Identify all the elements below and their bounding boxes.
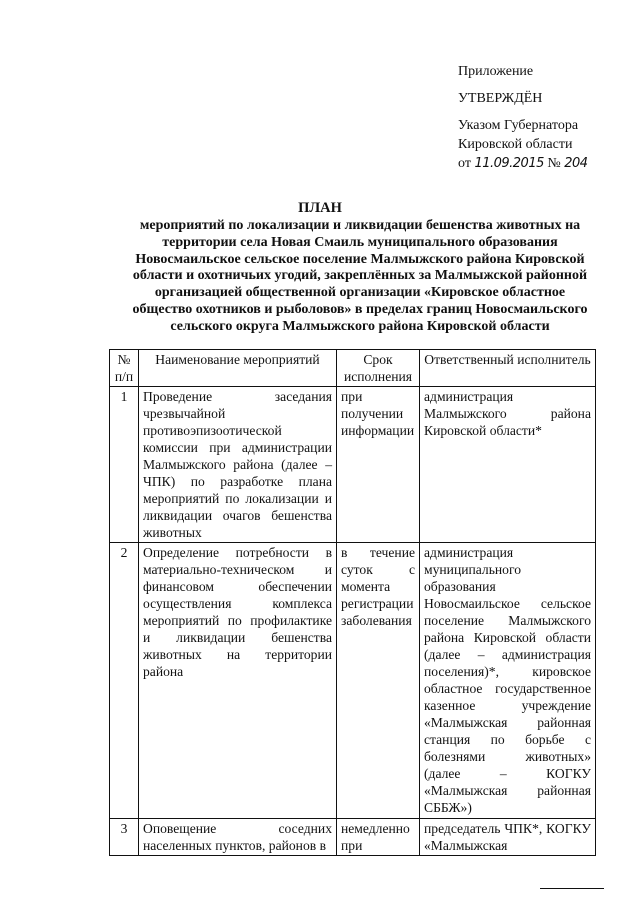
row-responsible: администрация Малмыжского района Кировской области* [420,387,596,543]
plan-table [109,349,596,856]
decree-line-2: Кировской области [458,137,573,152]
row-responsible: председатель ЧПК*, КОГКУ «Малмыжская [420,819,596,856]
handwritten-date: 11.09.2015 [474,156,544,171]
row-number: 1 [110,387,139,543]
row-responsible: администрация муниципального образования Новосмаильское сельское поселение Малмыжского района Кировской области (далее – администрация поселения)*, кировское областное государственное казенное учреждение «Малмыжская районная станция по борьбе с болезнями животных» (далее – КОГКУ «Малмыжская районная СББЖ») [420,543,596,819]
document-title: ПЛАН [298,200,342,216]
row-number: 3 [110,819,139,856]
appendix-label: Приложение [458,64,534,79]
handwritten-number: 204 [564,156,588,171]
table-row [110,543,596,819]
footer-rule [540,888,604,889]
row-activity: Определение потребности в материально-техническом и финансовом обеспечении осуществления комплекса мероприятий по профилактике и ликвидации бешенства животных на территории района [139,543,337,819]
decree-date-line [458,154,588,173]
approval-block [458,62,588,173]
row-term: немедленно при [337,819,420,856]
column-header-term: Срок исполнения [337,350,420,387]
table-header-row [110,350,596,387]
row-term: при получении информации [337,387,420,543]
row-term: в течение суток с момента регистрации заболевания [337,543,420,819]
column-header-activity: Наименование мероприятий [139,350,337,387]
document-subtitle: мероприятий по локализации и ликвидации бешенства животных на территории села Новая Смаиль муниципального образования Новосмаильское сельское поселение Малмыжского района Кировской области и охотничьих угодий, закреплённых за Малмыжской районной организацией общественной организации «Кировское областное общество охотников и рыболовов» в пределах границ Новосмаильского сельского округа Малмыжского района Кировской области [132,218,588,334]
column-header-responsible: Ответственный исполнитель [420,350,596,387]
row-activity: Оповещение соседних населенных пунктов, районов в [139,819,337,856]
approved-label: УТВЕРЖДЁН [458,91,543,106]
column-header-number: № п/п [110,350,139,387]
table-row [110,819,596,856]
row-number: 2 [110,543,139,819]
date-prefix: от [458,156,471,171]
decree-line-1: Указом Губернатора [458,118,579,133]
row-activity: Проведение заседания чрезвычайной противоэпизоотической комиссии при администрации Малмыжского района (далее – ЧПК) по разработке плана мероприятий по локализации и ликвидации очагов бешенства животных [139,387,337,543]
table-row [110,387,596,543]
number-prefix: № [547,156,561,171]
